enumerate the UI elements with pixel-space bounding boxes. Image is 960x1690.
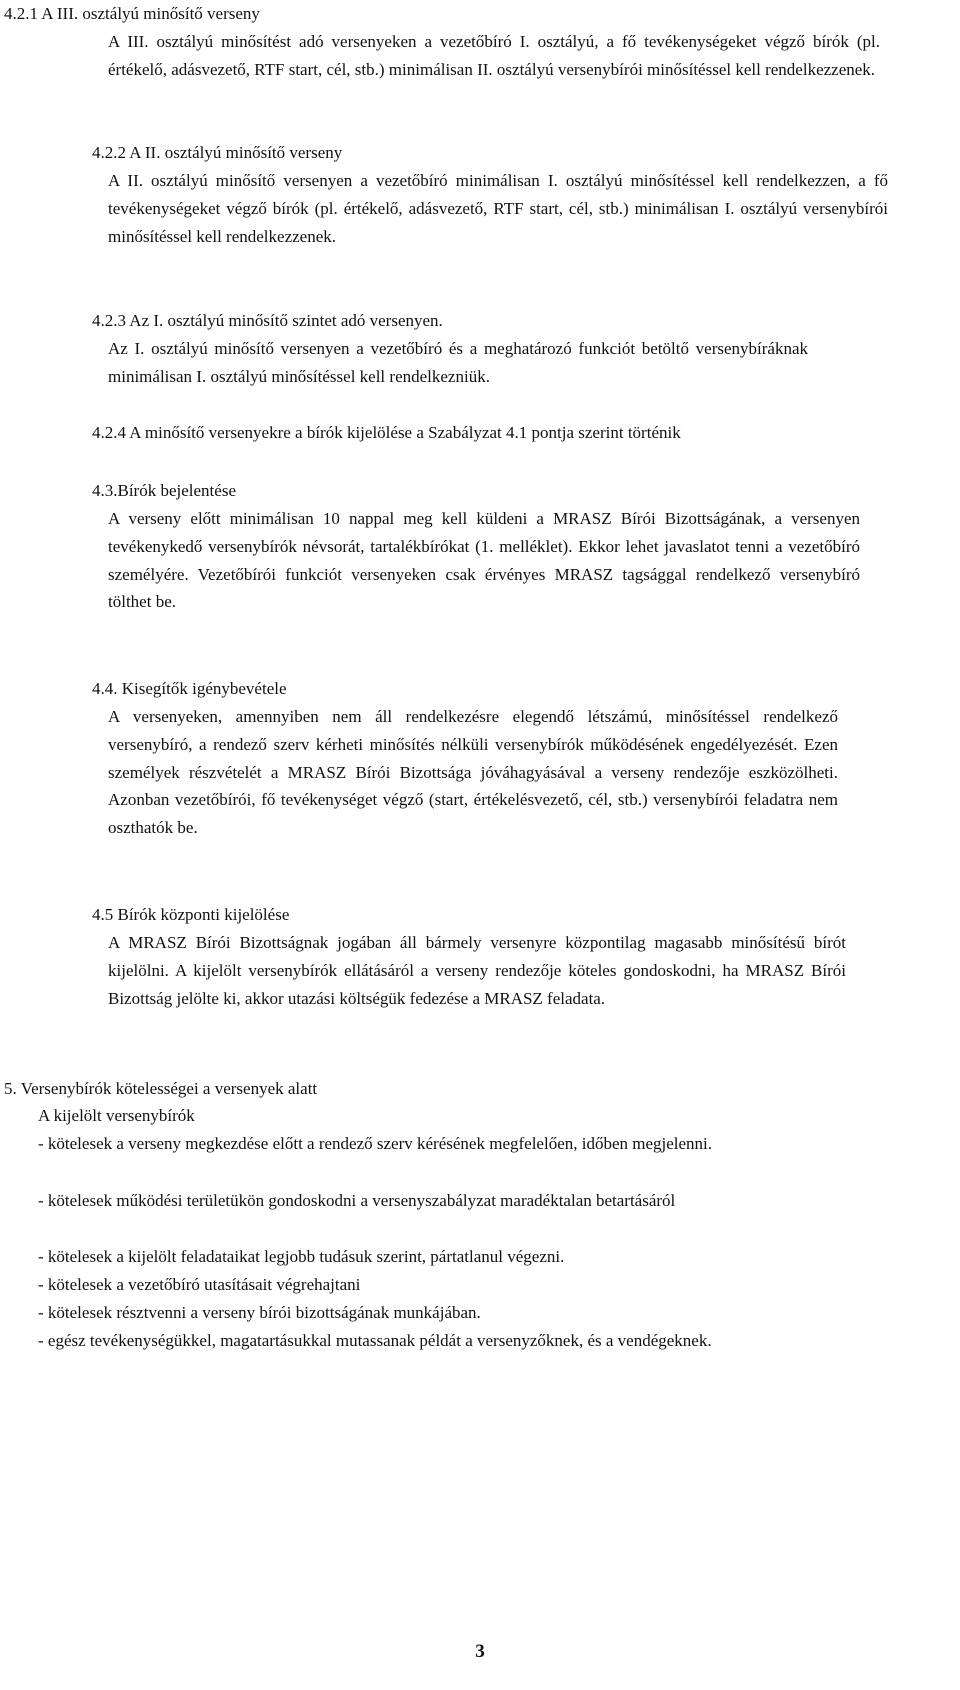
list-item: - kötelesek a vezetőbíró utasításait végrehajtani xyxy=(38,1275,361,1294)
section-body-4-2-1: A III. osztályú minősítést adó versenyeken a vezetőbíró I. osztályú, a fő tevékenységeket végző bírók (pl. értékelő, adásvezető, RTF start, cél, stb.) minimálisan II. osztályú versenybírói minősítéssel kell rendelkezzenek. xyxy=(108,32,880,79)
section-heading-4-5: 4.5 Bírók központi kijelölése xyxy=(92,905,290,924)
section-body-4-5: A MRASZ Bírói Bizottságnak jogában áll bármely versenyre központilag magasabb minősítésű bírót kijelölni. A kijelölt versenybírók ellátásáról a verseny rendezője köteles gondoskodni, ha MRASZ Bírói Bizottság jelölte ki, akkor utazási költségük fedezése a MRASZ feladata. xyxy=(108,933,846,1008)
list-item: - egész tevékenységükkel, magatartásukkal mutassanak példát a versenyzőknek, és a vendégeknek. xyxy=(38,1331,712,1350)
section-heading-4-2-3: 4.2.3 Az I. osztályú minősítő szintet adó versenyen. xyxy=(92,311,443,330)
section-heading-4-4: 4.4. Kisegítők igénybevétele xyxy=(92,679,287,698)
page-number: 3 xyxy=(475,1641,485,1662)
list-item: - kötelesek a verseny megkezdése előtt a rendező szerv kérésének megfelelően, időben megjelenni. xyxy=(38,1134,713,1153)
list-item: - kötelesek működési területükön gondoskodni a versenyszabályzat maradéktalan betartásáról xyxy=(38,1191,676,1210)
section-intro-5: A kijelölt versenybírók xyxy=(38,1106,195,1125)
section-body-4-4: A versenyeken, amennyiben nem áll rendelkezésre elegendő létszámú, minősítéssel rendelkező versenybíró, a rendező szerv kérheti minősítés nélküli versenybírók működésének engedélyezését. Ezen személyek részvételét a MRASZ Bírói Bizottsága jóváhagyásával a verseny rendezője eszközölheti. Azonban vezetőbírói, fő tevékenységet végző (start, értékelésvezető, cél, stb.) versenybírói feladatra nem oszthatók be. xyxy=(108,707,838,838)
list-item: - kötelesek a kijelölt feladataikat legjobb tudásuk szerint, pártatlanul végezni. xyxy=(38,1247,565,1266)
section-body-4-2-2: A II. osztályú minősítő versenyen a vezetőbíró minimálisan I. osztályú minősítéssel kell rendelkezzen, a fő tevékenységeket végző bírók (pl. értékelő, adásvezető, RTF start, cél, stb.) minimálisan I. osztályú versenybírói minősítéssel kell rendelkezzenek. xyxy=(108,171,888,246)
section-body-4-3: A verseny előtt minimálisan 10 nappal meg kell küldeni a MRASZ Bírói Bizottságának, a versenyen tevékenykedő versenybírók névsorát, tartalékbírókat (1. melléklet). Ekkor lehet javaslatot tenni a vezetőbíró személyére. Vezetőbírói funkciót versenyeken csak érvényes MRASZ tagsággal rendelkező versenybíró tölthet be. xyxy=(108,509,860,612)
section-heading-4-3: 4.3.Bírók bejelentése xyxy=(92,481,236,500)
section-heading-4-2-1: 4.2.1 A III. osztályú minősítő verseny xyxy=(4,4,260,23)
section-heading-4-2-2: 4.2.2 A II. osztályú minősítő verseny xyxy=(92,143,343,162)
list-item: - kötelesek résztvenni a verseny bírói bizottságának munkájában. xyxy=(38,1303,481,1322)
section-body-4-2-3: Az I. osztályú minősítő versenyen a vezetőbíró és a meghatározó funkciót betöltő versenybíráknak minimálisan I. osztályú minősítéssel kell rendelkezniük. xyxy=(108,339,808,386)
section-heading-5: 5. Versenybírók kötelességei a versenyek alatt xyxy=(4,1079,318,1098)
section-heading-4-2-4: 4.2.4 A minősítő versenyekre a bírók kijelölése a Szabályzat 4.1 pontja szerint történik xyxy=(92,423,681,442)
